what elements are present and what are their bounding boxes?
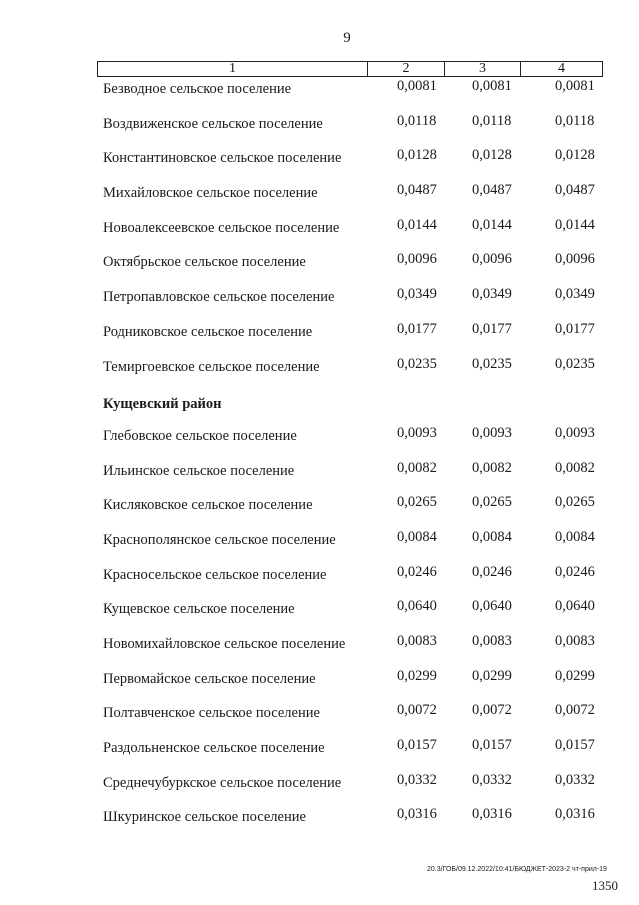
table-row bbox=[0, 806, 639, 841]
settlement-name: Ильинское сельское поселение bbox=[103, 462, 295, 479]
table-row bbox=[0, 356, 639, 391]
table-row bbox=[0, 494, 639, 529]
section-heading-row bbox=[0, 390, 639, 425]
table-row bbox=[0, 182, 639, 217]
settlement-name: Новомихайловское сельское поселение bbox=[103, 636, 346, 652]
value-col-2: 0,0640 bbox=[397, 598, 437, 615]
settlement-name: Красносельское сельское поселение bbox=[103, 566, 327, 583]
value-col-3: 0,0144 bbox=[472, 216, 512, 233]
value-col-3: 0,0177 bbox=[472, 320, 512, 337]
value-col-3: 0,0246 bbox=[472, 563, 512, 580]
value-col-3: 0,0157 bbox=[472, 737, 512, 754]
value-col-3: 0,0235 bbox=[472, 355, 512, 372]
settlement-name: Краснополянское сельское поселение bbox=[103, 531, 336, 548]
value-col-4: 0,0072 bbox=[555, 702, 595, 719]
value-col-2: 0,0246 bbox=[397, 563, 437, 580]
table-row bbox=[0, 598, 639, 633]
value-col-4: 0,0083 bbox=[555, 633, 595, 649]
settlement-name: Константиновское сельское поселение bbox=[103, 150, 342, 167]
value-col-2: 0,0082 bbox=[397, 459, 437, 476]
settlement-name: Михайловское сельское поселение bbox=[103, 185, 318, 202]
section-heading: Кущевский район bbox=[103, 396, 222, 413]
header-col-4: 4 bbox=[558, 61, 565, 76]
settlement-name: Шкуринское сельское поселение bbox=[103, 809, 306, 826]
settlement-name: Безводное сельское поселение bbox=[103, 81, 292, 97]
value-col-3: 0,0332 bbox=[472, 771, 512, 788]
settlement-name: Родниковское сельское поселение bbox=[103, 323, 313, 340]
value-col-2: 0,0083 bbox=[397, 633, 437, 649]
value-col-3: 0,0081 bbox=[472, 78, 512, 94]
settlement-name: Кущевское сельское поселение bbox=[103, 601, 295, 618]
settlement-name: Октябрьское сельское поселение bbox=[103, 254, 306, 271]
value-col-4: 0,0082 bbox=[555, 459, 595, 476]
value-col-3: 0,0316 bbox=[472, 806, 512, 823]
value-col-2: 0,0096 bbox=[397, 251, 437, 268]
value-col-4: 0,0299 bbox=[555, 667, 595, 684]
value-col-3: 0,0084 bbox=[472, 528, 512, 545]
value-col-2: 0,0487 bbox=[397, 182, 437, 199]
value-col-4: 0,0332 bbox=[555, 771, 595, 788]
settlement-name: Кисляковское сельское поселение bbox=[103, 497, 313, 514]
value-col-3: 0,0349 bbox=[472, 286, 512, 303]
settlement-name: Полтавченское сельское поселение bbox=[103, 705, 320, 722]
table-row bbox=[0, 113, 639, 148]
page-number: 9 bbox=[343, 30, 351, 46]
value-col-3: 0,0299 bbox=[472, 667, 512, 684]
value-col-4: 0,0157 bbox=[555, 737, 595, 754]
value-col-3: 0,0118 bbox=[472, 112, 512, 129]
value-col-2: 0,0299 bbox=[397, 667, 437, 684]
value-col-4: 0,0128 bbox=[555, 147, 595, 164]
value-col-2: 0,0093 bbox=[397, 424, 437, 441]
table-row bbox=[0, 78, 639, 113]
value-col-4: 0,0144 bbox=[555, 216, 595, 233]
settlement-name: Темиргоевское сельское поселение bbox=[103, 358, 320, 375]
table-row bbox=[0, 147, 639, 182]
table-row bbox=[0, 564, 639, 599]
value-col-2: 0,0316 bbox=[397, 806, 437, 823]
value-col-4: 0,0235 bbox=[555, 355, 595, 372]
table-row bbox=[0, 286, 639, 321]
value-col-4: 0,0093 bbox=[555, 424, 595, 441]
value-col-3: 0,0265 bbox=[472, 494, 512, 511]
settlement-name: Новоалексеевское сельское поселение bbox=[103, 219, 340, 236]
table-row bbox=[0, 633, 639, 668]
value-col-4: 0,0081 bbox=[555, 78, 595, 94]
value-col-2: 0,0144 bbox=[397, 216, 437, 233]
value-col-2: 0,0157 bbox=[397, 737, 437, 754]
table-row bbox=[0, 251, 639, 286]
table-body bbox=[0, 78, 639, 841]
value-col-4: 0,0349 bbox=[555, 286, 595, 303]
header-col-3: 3 bbox=[445, 62, 521, 76]
value-col-2: 0,0118 bbox=[397, 112, 437, 129]
sheet-number: 1350 bbox=[592, 878, 618, 893]
value-col-2: 0,0128 bbox=[397, 147, 437, 164]
settlement-name: Среднечубуркское сельское поселение bbox=[103, 774, 342, 791]
value-col-4: 0,0487 bbox=[555, 182, 595, 199]
settlement-name: Раздольненское сельское поселение bbox=[103, 740, 325, 757]
document-code: 20.3/ГОБ/09.12.2022/10:41/БЮДЖЕТ-2023-2 чт-прил-19 bbox=[427, 866, 607, 873]
value-col-4: 0,0316 bbox=[555, 806, 595, 823]
settlement-name: Глебовское сельское поселение bbox=[103, 427, 297, 444]
value-col-2: 0,0349 bbox=[397, 286, 437, 303]
table-row bbox=[0, 772, 639, 807]
value-col-4: 0,0265 bbox=[555, 494, 595, 511]
value-col-3: 0,0128 bbox=[472, 147, 512, 164]
value-col-4: 0,0096 bbox=[555, 251, 595, 268]
value-col-4: 0,0246 bbox=[555, 563, 595, 580]
table-row bbox=[0, 529, 639, 564]
header-col-2: 2 bbox=[368, 62, 445, 76]
settlement-name: Петропавловское сельское поселение bbox=[103, 289, 335, 306]
value-col-2: 0,0235 bbox=[397, 355, 437, 372]
value-col-4: 0,0084 bbox=[555, 528, 595, 545]
value-col-2: 0,0332 bbox=[397, 771, 437, 788]
table-row bbox=[0, 217, 639, 252]
value-col-3: 0,0083 bbox=[472, 633, 512, 649]
value-col-3: 0,0487 bbox=[472, 182, 512, 199]
value-col-2: 0,0081 bbox=[397, 78, 437, 94]
value-col-3: 0,0082 bbox=[472, 459, 512, 476]
value-col-3: 0,0072 bbox=[472, 702, 512, 719]
table-header bbox=[97, 61, 603, 77]
value-col-3: 0,0096 bbox=[472, 251, 512, 268]
value-col-3: 0,0093 bbox=[472, 424, 512, 441]
table-row bbox=[0, 702, 639, 737]
value-col-2: 0,0084 bbox=[397, 528, 437, 545]
table-row bbox=[0, 737, 639, 772]
header-col-1: 1 bbox=[98, 62, 368, 76]
settlement-name: Воздвиженское сельское поселение bbox=[103, 115, 323, 132]
table-row bbox=[0, 668, 639, 703]
table-row bbox=[0, 321, 639, 356]
value-col-2: 0,0265 bbox=[397, 494, 437, 511]
value-col-4: 0,0118 bbox=[555, 112, 595, 129]
value-col-4: 0,0640 bbox=[555, 598, 595, 615]
value-col-2: 0,0177 bbox=[397, 320, 437, 337]
table-row bbox=[0, 460, 639, 495]
value-col-4: 0,0177 bbox=[555, 320, 595, 337]
value-col-2: 0,0072 bbox=[397, 702, 437, 719]
value-col-3: 0,0640 bbox=[472, 598, 512, 615]
table-row bbox=[0, 425, 639, 460]
settlement-name: Первомайское сельское поселение bbox=[103, 670, 316, 687]
